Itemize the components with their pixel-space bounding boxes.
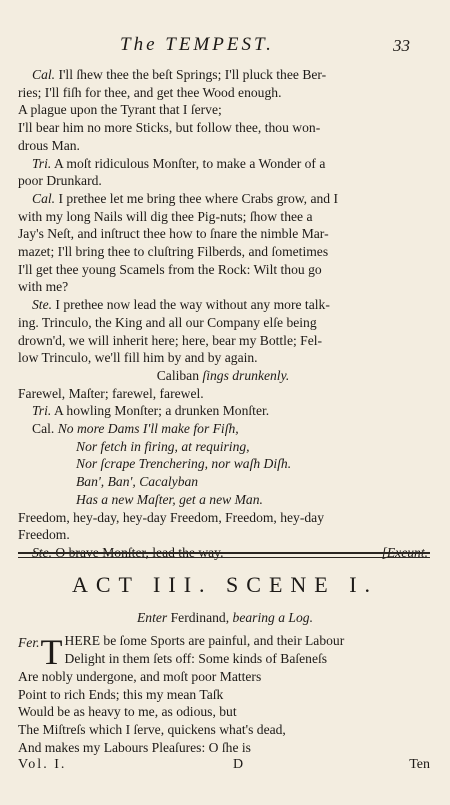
enter-character: Ferdinand, (170, 610, 230, 625)
song-line: Has a new Maſter, get a new Man. (76, 491, 263, 507)
freedom-line-2: Freedom. (18, 527, 70, 543)
verse-line: HERE be ſome Sports are painful, and their Labour (64, 633, 345, 648)
page-footer (18, 757, 430, 777)
drop-cap: T (40, 632, 63, 668)
speaker-label: Ste. (32, 297, 53, 313)
catchword: Ten (409, 757, 430, 772)
dialogue-line (18, 261, 428, 279)
section-rule-thin (18, 557, 430, 558)
dialogue-line (18, 137, 428, 155)
speaker-label: Tri. (32, 155, 52, 171)
volume-mark: Vol. I. (18, 757, 67, 772)
section-rule-thick (18, 552, 430, 554)
song-first-line (18, 420, 428, 438)
line-text: ries; I'll fiſh for thee, and get thee Wood enough. (18, 84, 282, 100)
line-text: I'll get thee young Scamels from the Rock: Wilt thou go (18, 261, 322, 277)
song-line: No more Dams I'll make for Fiſh, (57, 421, 239, 437)
dialogue-line (18, 332, 428, 350)
dialogue-line (18, 314, 428, 332)
dialogue-line (18, 385, 428, 403)
dialogue-line (18, 155, 428, 173)
song-line: Nor ſcrape Trenchering, nor waſh Diſh. (76, 456, 292, 472)
speaker-label: Ste. (32, 544, 53, 560)
stage-action: ſings drunkenly. (202, 367, 290, 383)
line-text: with me? (18, 279, 69, 295)
speaker-label: Cal. (32, 67, 56, 82)
dialogue-line (18, 84, 428, 102)
line-text: Jay's Neſt, and inſtruct thee how to ſnare the nimble Mar- (18, 226, 329, 242)
line-text: I prethee now lead the way without any more talk- (55, 297, 330, 313)
dialogue-line (18, 349, 428, 367)
dialogue-line (18, 101, 428, 119)
dialogue-line (18, 402, 428, 420)
line-text: Farewel, Maſter; farewel, farewel. (18, 385, 204, 401)
song-speaker: Cal. (32, 421, 55, 437)
line-text: A plague upon the Tyrant that I ſerve; (18, 102, 222, 118)
stage-character: Caliban (156, 367, 200, 383)
verse-line: Would be as heavy to me, as odious, but (18, 704, 237, 720)
line-text: I'll bear him no more Sticks, but follow thee, thou won- (18, 120, 321, 136)
verse-line: Delight in them ſets off: Some kinds of Baſeneſs (64, 650, 328, 666)
exeunt-direction: [Exeunt. (381, 544, 428, 560)
dialogue-line (18, 278, 428, 296)
line-text: I'll ſhew thee the beſt Springs; I'll pluck thee Ber- (58, 67, 327, 82)
speaker-label: Tri. (32, 403, 52, 419)
dialogue-line (18, 190, 428, 208)
verse-line: Point to rich Ends; this my mean Taſk (18, 686, 224, 702)
stage-direction-sings (18, 367, 428, 385)
dialogue-line (18, 66, 428, 84)
act-heading: ACT III. SCENE I. (71, 572, 379, 597)
signature-mark: D (233, 757, 244, 772)
speaker-label: Fer. (18, 635, 40, 650)
enter-verb: Enter (137, 610, 168, 625)
verse-line: And makes my Labours Pleaſures: O ſhe is (18, 739, 251, 755)
line-text: drown'd, we will inherit here; here, bear my Bottle; Fel- (18, 332, 323, 348)
speaker-label: Cal. (32, 190, 56, 206)
line-text: with my long Nails will dig thee Pig-nuts; ſhow thee a (18, 208, 313, 224)
song-line: Ban', Ban', Cacalyban (76, 474, 199, 490)
ferdinand-speech (18, 632, 430, 757)
dialogue-line (18, 243, 428, 261)
page-header (0, 34, 450, 60)
dialogue-line (18, 119, 428, 137)
dialogue-line (18, 208, 428, 226)
line-text: ing. Trinculo, the King and all our Company elſe being (18, 314, 317, 330)
verse-line: The Miſtreſs which I ſerve, quickens what's dead, (18, 722, 286, 738)
line-text: mazet; I'll bring thee to cluſtring Filberds, and ſometimes (18, 244, 329, 260)
stage-direction-enter (0, 610, 450, 626)
line-text: I prethee let me bring thee where Crabs grow, and I (58, 190, 339, 206)
enter-action: bearing a Log. (232, 610, 313, 625)
line-text: drous Man. (18, 137, 80, 153)
dialogue-block (18, 66, 428, 562)
dialogue-line (18, 225, 428, 243)
line-text: A howling Monſter; a drunken Monſter. (53, 403, 270, 419)
page-number: 33 (393, 36, 410, 55)
line-text: poor Drunkard. (18, 173, 102, 189)
line-text: A moſt ridiculous Monſter, to make a Wonder of a (53, 155, 326, 171)
line-text: O brave Monſter, lead the way. (55, 544, 224, 560)
dialogue-line (18, 296, 428, 314)
dialogue-line (18, 172, 428, 190)
line-text: low Trinculo, we'll fill him by and by again. (18, 350, 258, 366)
song-line: Nor fetch in firing, at requiring, (76, 438, 250, 454)
running-title: The TEMPEST. (120, 34, 274, 55)
freedom-line-1: Freedom, hey-day, hey-day Freedom, Freedom, hey-day (18, 509, 325, 525)
verse-line: Are nobly undergone, and moſt poor Matters (18, 669, 262, 684)
